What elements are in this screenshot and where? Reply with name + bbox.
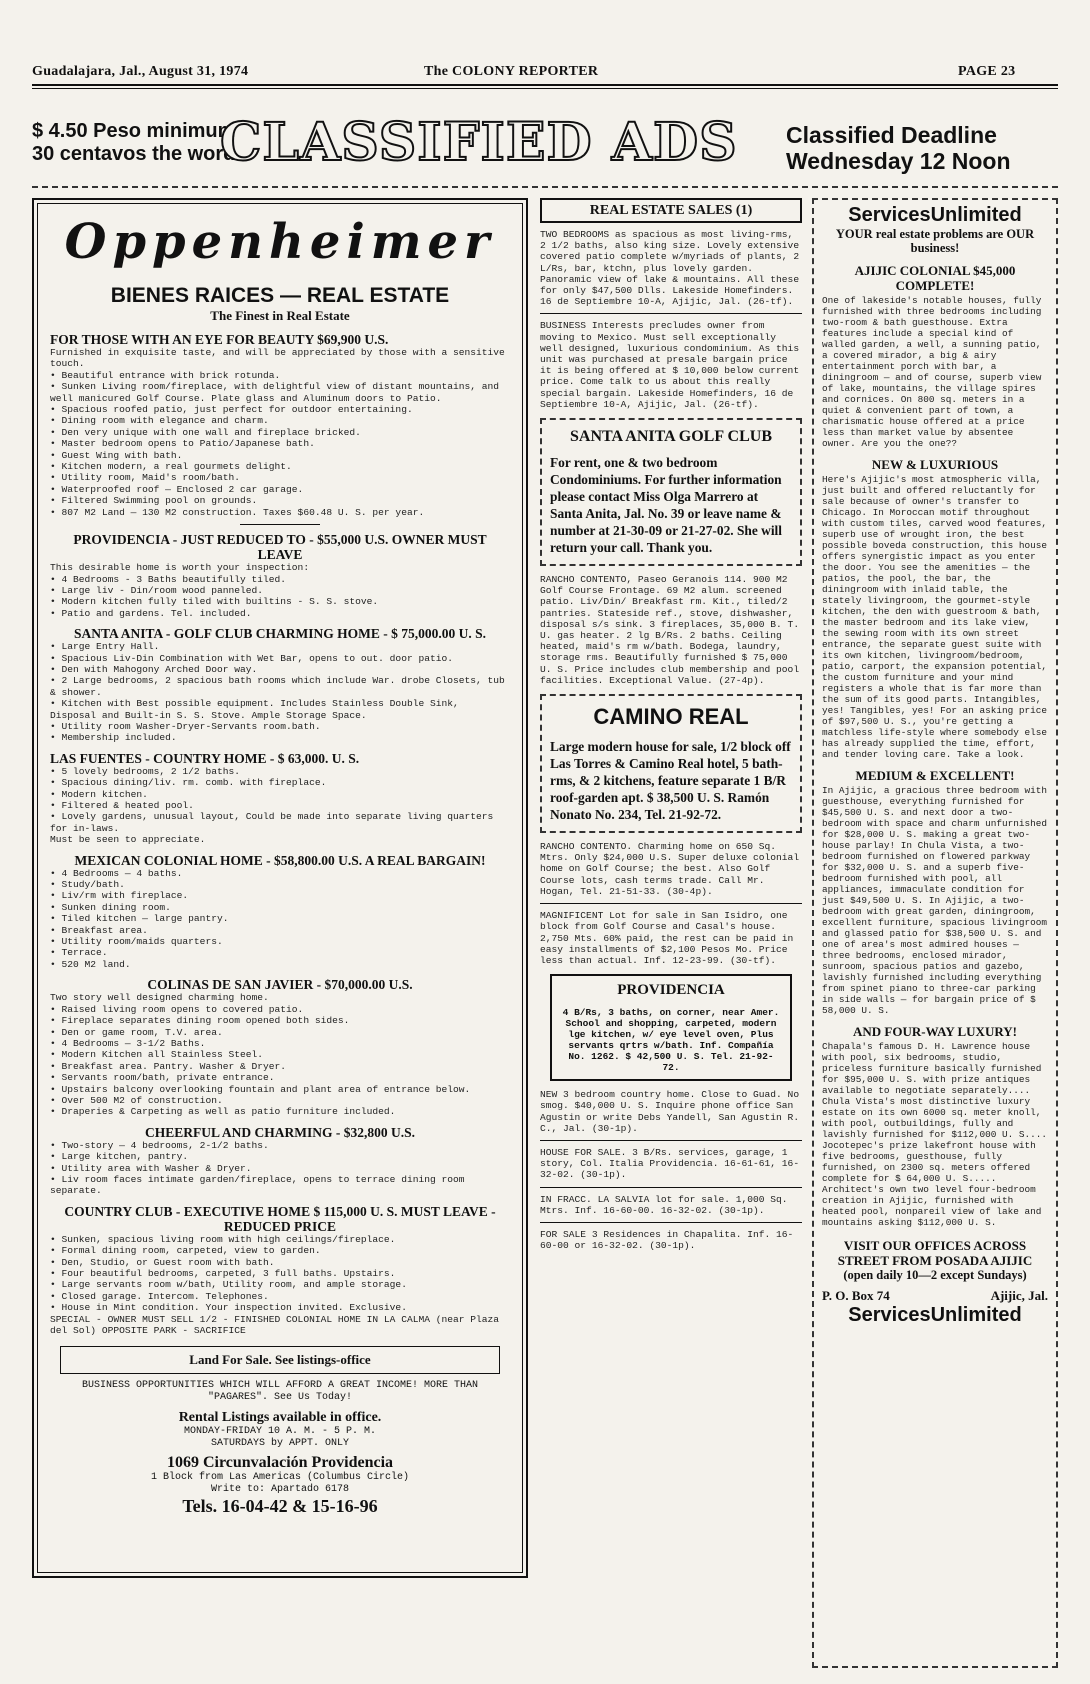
classified-ad: RANCHO CONTENTO. Charming home on 650 Sq. Mtrs. Only $24,000 U.S. Super deluxe colonial home on Golf Course; the best. Also Golf Course lots, cash terms trade. Call Mr. Hogan, Tel. 21-51-33. (30-4p). <box>540 841 800 897</box>
header-rule <box>32 84 1058 86</box>
listing-body: In Ajijic, a gracious three bedroom with guesthouse, everything furnished for $45,500 U. S. and next door a two-bedroom with space and charm unfurnished for $28,000 U. S. making a great two-house parlay! In Chula Vista, a two-bedroom furnished on flowered parkway for $32,000 U. S. and a superb five-bedroom furnished with pool, all appliances, immaculate condition for just $49,500 U. S. In Ajijic, a two-bedroom with great garden, diningroom, excellent furniture, spacious livingroom and glassed patio for $38,500 U. S. and one of area's most admired houses — three bedrooms, enclosed mirador, sunroom, spacious patios and gazebo, lavishly furnished including everything from spinet piano to three-car parking in side walls — for bargain price of $ 58,000 U. S. <box>822 785 1048 1016</box>
listing-body: • Large Entry Hall. • Spacious Liv-Din Combination with Wet Bar, opens to out. door patio. • Den with Mahogony Arched Door way. • 2 Large bedrooms, 2 spacious bath rooms which include War. drobe Closets, tub & shower. • Kitchen with Best possible equipment. Includes Stainless Double Sink, Disposal and Built-in S. S. Stove. Ample Storage Space. • Utility room Washer-Dryer-Servants room.bath. • Membership included. <box>50 641 505 744</box>
classified-ad: RANCHO CONTENTO, Paseo Geranois 114. 900 M2 Golf Course Frontage. 69 M2 alum. screened patio. Liv/Din/ Breakfast rm. Kit., tiled/2 pantries. Stateside ref., stove, dishwasher, disposal s/s sink. 3 fireplaces, 35,000 B. T. U. gas heater. 2 lg B/Rs. 2 baths. Ceiling heated, maid's rm w/bath. Bodega, laundry, storage rms. Beautifully furnished $ 75,000 U. S. Price includes club membership and pool facilities. Exceptional Value. (27-4p). <box>540 574 800 686</box>
listing-heading: AND FOUR-WAY LUXURY! <box>853 1024 1017 1039</box>
classified-ad: IN FRACC. LA SALVIA lot for sale. 1,000 Sq. Mtrs. Inf. 16-60-00. 16-32-02. (30-1p). <box>540 1193 788 1216</box>
providencia-ad <box>550 974 792 1081</box>
ad-title: CAMINO REAL <box>593 704 749 730</box>
land-sale-box: Land For Sale. See listings-office <box>60 1346 500 1374</box>
classified-ad: TWO BEDROOMS as spacious as most living-rms, 2 1/2 baths, also king size. Lovely extensive covered patio complete w/myriads of plants, 2 L/Rs, bar, ktchn, plus lovely garden. Panoramic view of lake & mountains. All these for only $47,500 Dlls. Lakeside Homefinders. 16 de Septiembre 10-A, Ajijic, Jal. (26-tf). <box>540 229 800 308</box>
office-address: 1069 Circunvalación Providencia <box>166 1454 394 1472</box>
header-rule-thin <box>32 88 1058 89</box>
listing-heading: AJIJIC COLONIAL $45,000 COMPLETE! <box>854 263 1016 293</box>
camino-real-ad <box>540 694 802 833</box>
listing-heading: FOR THOSE WITH AN EYE FOR BEAUTY $69,900 U.S. <box>50 332 389 347</box>
listing-body: Furnished in exquisite taste, and will be appreciated by those with a sensitive touch. • Beautiful entrance with brick rotunda. • Sunken Living room/fireplace, with delightful view of distant mountains, and well manicured Golf Course. Plate glass and Aluminum doors to Patio. • Spacious roofed patio, just perfect for outdoor entertaining. • Dining room with elegance and charm. • Den very unique with one wall and fireplace bricked. • Master bedroom opens to Patio/Japanese bath. • Guest Wing with bath. • Kitchen modern, a real gourmets delight. • Utility room, Maid's room/bath. • Waterproofed roof — Enclosed 2 car garage. • Filtered Swimming pool on grounds. • 807 M2 Land — 130 M2 construction. Taxes $60.48 U. S. per year. <box>50 347 505 518</box>
divider <box>540 313 802 314</box>
listing <box>50 532 510 619</box>
rate-per-word: 30 centavos the word <box>32 143 236 165</box>
listing-heading: NEW & LUXURIOUS <box>871 457 999 472</box>
deadline-info <box>786 122 1011 174</box>
brand-tagline: YOUR real estate problems are OUR business! <box>835 227 1035 255</box>
listing-heading: CHEERFUL AND CHARMING - $32,800 U.S. <box>144 1124 415 1140</box>
agency-slogan: The Finest in Real Estate <box>210 308 350 323</box>
listing <box>50 626 510 744</box>
ad-title: SANTA ANITA GOLF CLUB <box>570 428 772 446</box>
listing-body: • Sunken, spacious living room with high ceilings/fireplace. • Formal dining room, carpeted, view to garden. • Den, Studio, or Guest room with bath. • Four beautiful bedrooms, carpeted, 3 full baths. Upstairs. • Large servants room w/bath, Utility room, and ample storage. • Closed garage. Intercom. Telephones. • House in Mint condition. Your inspection invited. Exclusive. SPECIAL - OWNER MUST SELL 1/2 - FINISHED COLONIAL HOME IN LA CALMA (near Plaza del Sol) OPPOSITE PARK - SACRIFICE <box>50 1233 500 1337</box>
deadline-time: Wednesday 12 Noon <box>786 148 1011 174</box>
listing-heading: MEDIUM & EXCELLENT! <box>855 768 1015 783</box>
newspaper-name: The COLONY REPORTER <box>424 64 599 79</box>
ad-body: For rent, one & two bedroom Condominiums. For further information please contact Miss Olga Marrero at Santa Anita, Jal. No. 39 or leave name & number at 21-30-09 or 21-27-02. She will return your call. Thank you. <box>550 455 782 556</box>
classified-ad: NEW 3 bedroom country home. Close to Guad. No smog. $40,000 U. S. Inquire phone office San Agustin or write Debs Yandell, San Agustin R. C., Jal. (30-1p). <box>540 1089 800 1134</box>
mailing-address: Write to: Apartado 6178 <box>210 1484 350 1496</box>
listing-heading: MEXICAN COLONIAL HOME - $58,800.00 U.S. A REAL BARGAIN! <box>74 852 486 868</box>
brand-name-footer: ServicesUnlimited <box>848 1304 1022 1326</box>
ad-body: Large modern house for sale, 1/2 block off Las Torres & Camino Real hotel, 5 bath-rms, & 2 kitchens, feature separate 1 B/R roof-garden apt. $ 38,500 U. S. Ramón Nonato No. 234, Tel. 21-92-72. <box>550 739 791 823</box>
classified-ad: FOR SALE 3 Residences in Chapalita. Inf. 16-60-00 or 16-32-02. (30-1p). <box>540 1228 794 1252</box>
real-estate-sales-column <box>540 198 802 1658</box>
town: Ajijic, Jal. <box>990 1288 1048 1303</box>
listing <box>50 751 510 846</box>
listing-body: Two story well designed charming home. • Raised living room opens to covered patio. • Fireplace separates dining room opened both sides. • Den or game room, T.V. area. • 4 Bedrooms — 3-1/2 Baths. • Modern Kitchen all Stainless Steel. • Breakfast area. Pantry. Washer & Dryer. • Servants room/bath, private entrance. • Upstairs balcony overlooking fountain and plant area of entrance below. • Over 500 M2 of construction. • Draperies & Carpeting as well as patio furniture included. <box>50 992 471 1118</box>
listing-body: • Two-story — 4 bedrooms, 2-1/2 baths. • Large kitchen, pantry. • Utility area with Washer & Dryer. • Liv room faces intimate garden/fireplace, opens to terrace dining room separate. <box>50 1139 465 1197</box>
deadline-label: Classified Deadline <box>786 122 997 148</box>
listing-heading: SANTA ANITA - GOLF CLUB CHARMING HOME - $ 75,000.00 U. S. <box>74 626 486 642</box>
listing <box>50 1125 510 1197</box>
address-landmark: 1 Block from Las Americas (Columbus Circle) <box>150 1472 410 1484</box>
listing-heading: PROVIDENCIA - JUST REDUCED TO - $55,000 U.S. OWNER MUST LEAVE <box>73 532 487 563</box>
listing <box>50 1204 510 1337</box>
listing-body: One of lakeside's notable houses, fully furnished with three bedrooms including two-room & bath guesthouse. Extra features include a special kind of walled garden, a well, a sunning patio, a covered mirador, a big & airy entertainment porch with bar, a diningroom — and of course, superb view of lake, mountains, the village spires and cornices. On 800 sq. meters in a quiet & convenient part of town, a charismatic house offered at a price less than market value by absentee owner. Are you the one?? <box>822 295 1042 449</box>
brand-name: ServicesUnlimited <box>848 204 1022 226</box>
rate-info <box>32 120 235 166</box>
divider <box>540 1222 802 1223</box>
listing-body: Chapala's famous D. H. Lawrence house with pool, six bedrooms, studio, priceless furniture basically furnished for $95,000 U. S. with prize antiques available to negotiate separately.... Chula Vista's most distinctive luxury estate on its own 6000 sq. meter knoll, with pool, outbuildings, fully and lavishly furnished for $112,000 U. S.... Jocotepec's prize lakefront house with five bedrooms, guesthouse, fully furnished, on 2300 sq. meters offered complete for $ 64,000 U. S..... Architect's own two level four-bedroom creation in Ajijic, furnished with heated pool, nonpareil view of lake and mountains asking $112,000 U. S. <box>822 1041 1048 1228</box>
visit-offices: VISIT OUR OFFICES ACROSS STREET FROM POSADA AJIJIC <box>837 1238 1033 1268</box>
listing-body: • 5 lovely bedrooms, 2 1/2 baths. • Spacious dining/liv. rm. comb. with fireplace. • Modern kitchen. • Filtered & heated pool. • Lovely gardens, unusual layout, Could be made into separate living quarters for in-laws. Must be seen to appreciate. <box>50 765 494 846</box>
listing-heading: COUNTRY CLUB - EXECUTIVE HOME $ 115,000 U. S. MUST LEAVE - REDUCED PRICE <box>64 1203 496 1234</box>
po-box: P. O. Box 74 <box>822 1288 890 1303</box>
listing-body: • 4 Bedrooms — 4 baths. • Study/bath. • Liv/rm with fireplace. • Sunken dining room. • Tiled kitchen — large pantry. • Breakfast area. • Utility room/maids quarters. • Terrace. • 520 M2 land. <box>50 867 229 970</box>
agency-tagline: BIENES RAICES — REAL ESTATE <box>110 284 450 307</box>
business-opportunities: BUSINESS OPPORTUNITIES WHICH WILL AFFORD A GREAT INCOME! MORE THAN "PAGARES". See Us Today! <box>81 1380 479 1404</box>
listing <box>50 332 510 518</box>
page-number: PAGE 23 <box>958 64 1016 79</box>
phone-numbers: Tels. 16-04-42 & 15-16-96 <box>182 1496 378 1517</box>
divider <box>540 1187 802 1188</box>
office-hours: (open daily 10—2 except Sundays) <box>843 1268 1027 1282</box>
ad-title: PROVIDENCIA <box>617 982 725 999</box>
listing <box>50 853 510 971</box>
divider <box>540 1140 802 1141</box>
rental-listings: Rental Listings available in office. <box>178 1410 382 1426</box>
office-hours-saturday: SATURDAYS by APPT. ONLY <box>210 1438 350 1450</box>
listing-body: This desirable home is worth your inspection: • 4 Bedrooms - 3 Baths beautifully tiled. • Large liv - Din/room wood panneled. • Modern kitchen fully tiled with builtins - S. S. stove. • Patio and gardens. Tel. included. <box>50 562 379 619</box>
rate-minimum: $ 4.50 Peso minimum <box>32 120 236 142</box>
listing-heading: LAS FUENTES - COUNTRY HOME - $ 63,000. U. S. <box>50 750 360 766</box>
agency-name: Oppenheimer <box>64 214 496 270</box>
ad-body: 4 B/Rs, 3 baths, on corner, near Amer. School and shopping, carpeted, modern lge kitchen, w/ eye level oven, Plus servants qrtrs w/bath. Inf. Compañía No. 1262. $ 42,500 U. S. Tel. 21-92-72. <box>562 1007 780 1074</box>
listing-heading: COLINAS DE SAN JAVIER - $70,000.00 U.S. <box>147 977 413 993</box>
office-hours-weekday: MONDAY-FRIDAY 10 A. M. - 5 P. M. <box>183 1426 377 1438</box>
services-unlimited-ad <box>812 198 1058 1668</box>
divider <box>240 524 320 525</box>
classified-ad: MAGNIFICENT Lot for sale in San Isidro, one block from Golf Course and Casal's house. 2,750 Mts. 60% paid, the rest can be paid in easy installments of $2,100 Pesos Mo. Price less than actual. Inf. 12-23-99. (30-tf). <box>540 910 794 966</box>
dateline: Guadalajara, Jal., August 31, 1974 <box>32 64 249 79</box>
listing-body: Here's Ajijic's most atmospheric villa, just built and offered reluctantly for sale because of owner's transfer to Chicago. In Moroccan motif throughout with custom tiles, carved wood features, superb use of wrought iron, the best possible boveda construction, this house offers synergistic impact as you enter the door. You see the amenities — the patios, the pool, the bar, the diningroom with inlaid table, the stately livingroom, the gourmet-style kitchen, the den with guestroom & bath, the master bedroom and its lake view, the sewing room with its own street entrance, the separate guest suite with its own kitchen, livingroom/bedroom, patio, carport, the expansion potential, the custom furniture and your mind registers a whole that is far more than the sum of its good parts. Intangibles, yes! Tangibles, yes! For an asking price of $97,500 U. S., you're getting a matchless life-style where somebody else has already supplied the time, effort, and tender loving care. Take a look. <box>822 474 1048 760</box>
column-heading: REAL ESTATE SALES (1) <box>540 198 802 223</box>
banner-divider <box>32 186 1058 188</box>
contact-line <box>822 1288 1048 1304</box>
oppenheimer-ad <box>32 198 528 1578</box>
listing <box>50 977 510 1117</box>
divider <box>540 903 802 904</box>
classified-ad: BUSINESS Interests precludes owner from moving to Mexico. Must sell exceptionally well designed, luxurious condominium. As this unit was purchased at presale bargain price it is being offered at $ 10,000 below current price. Come talk to us about this really special bargain. Lakeside Homefinders, 16 de Septiembre 10-A, Ajijic, Jal. (26-tf). <box>540 320 800 410</box>
section-title: CLASSIFIED ADS <box>220 112 738 173</box>
classified-ad: HOUSE FOR SALE. 3 B/Rs. services, garage, 1 story, Col. Italia Providencia. 16-61-61, 16-32-02. (30-1p). <box>540 1146 800 1181</box>
santa-anita-ad <box>540 418 802 566</box>
